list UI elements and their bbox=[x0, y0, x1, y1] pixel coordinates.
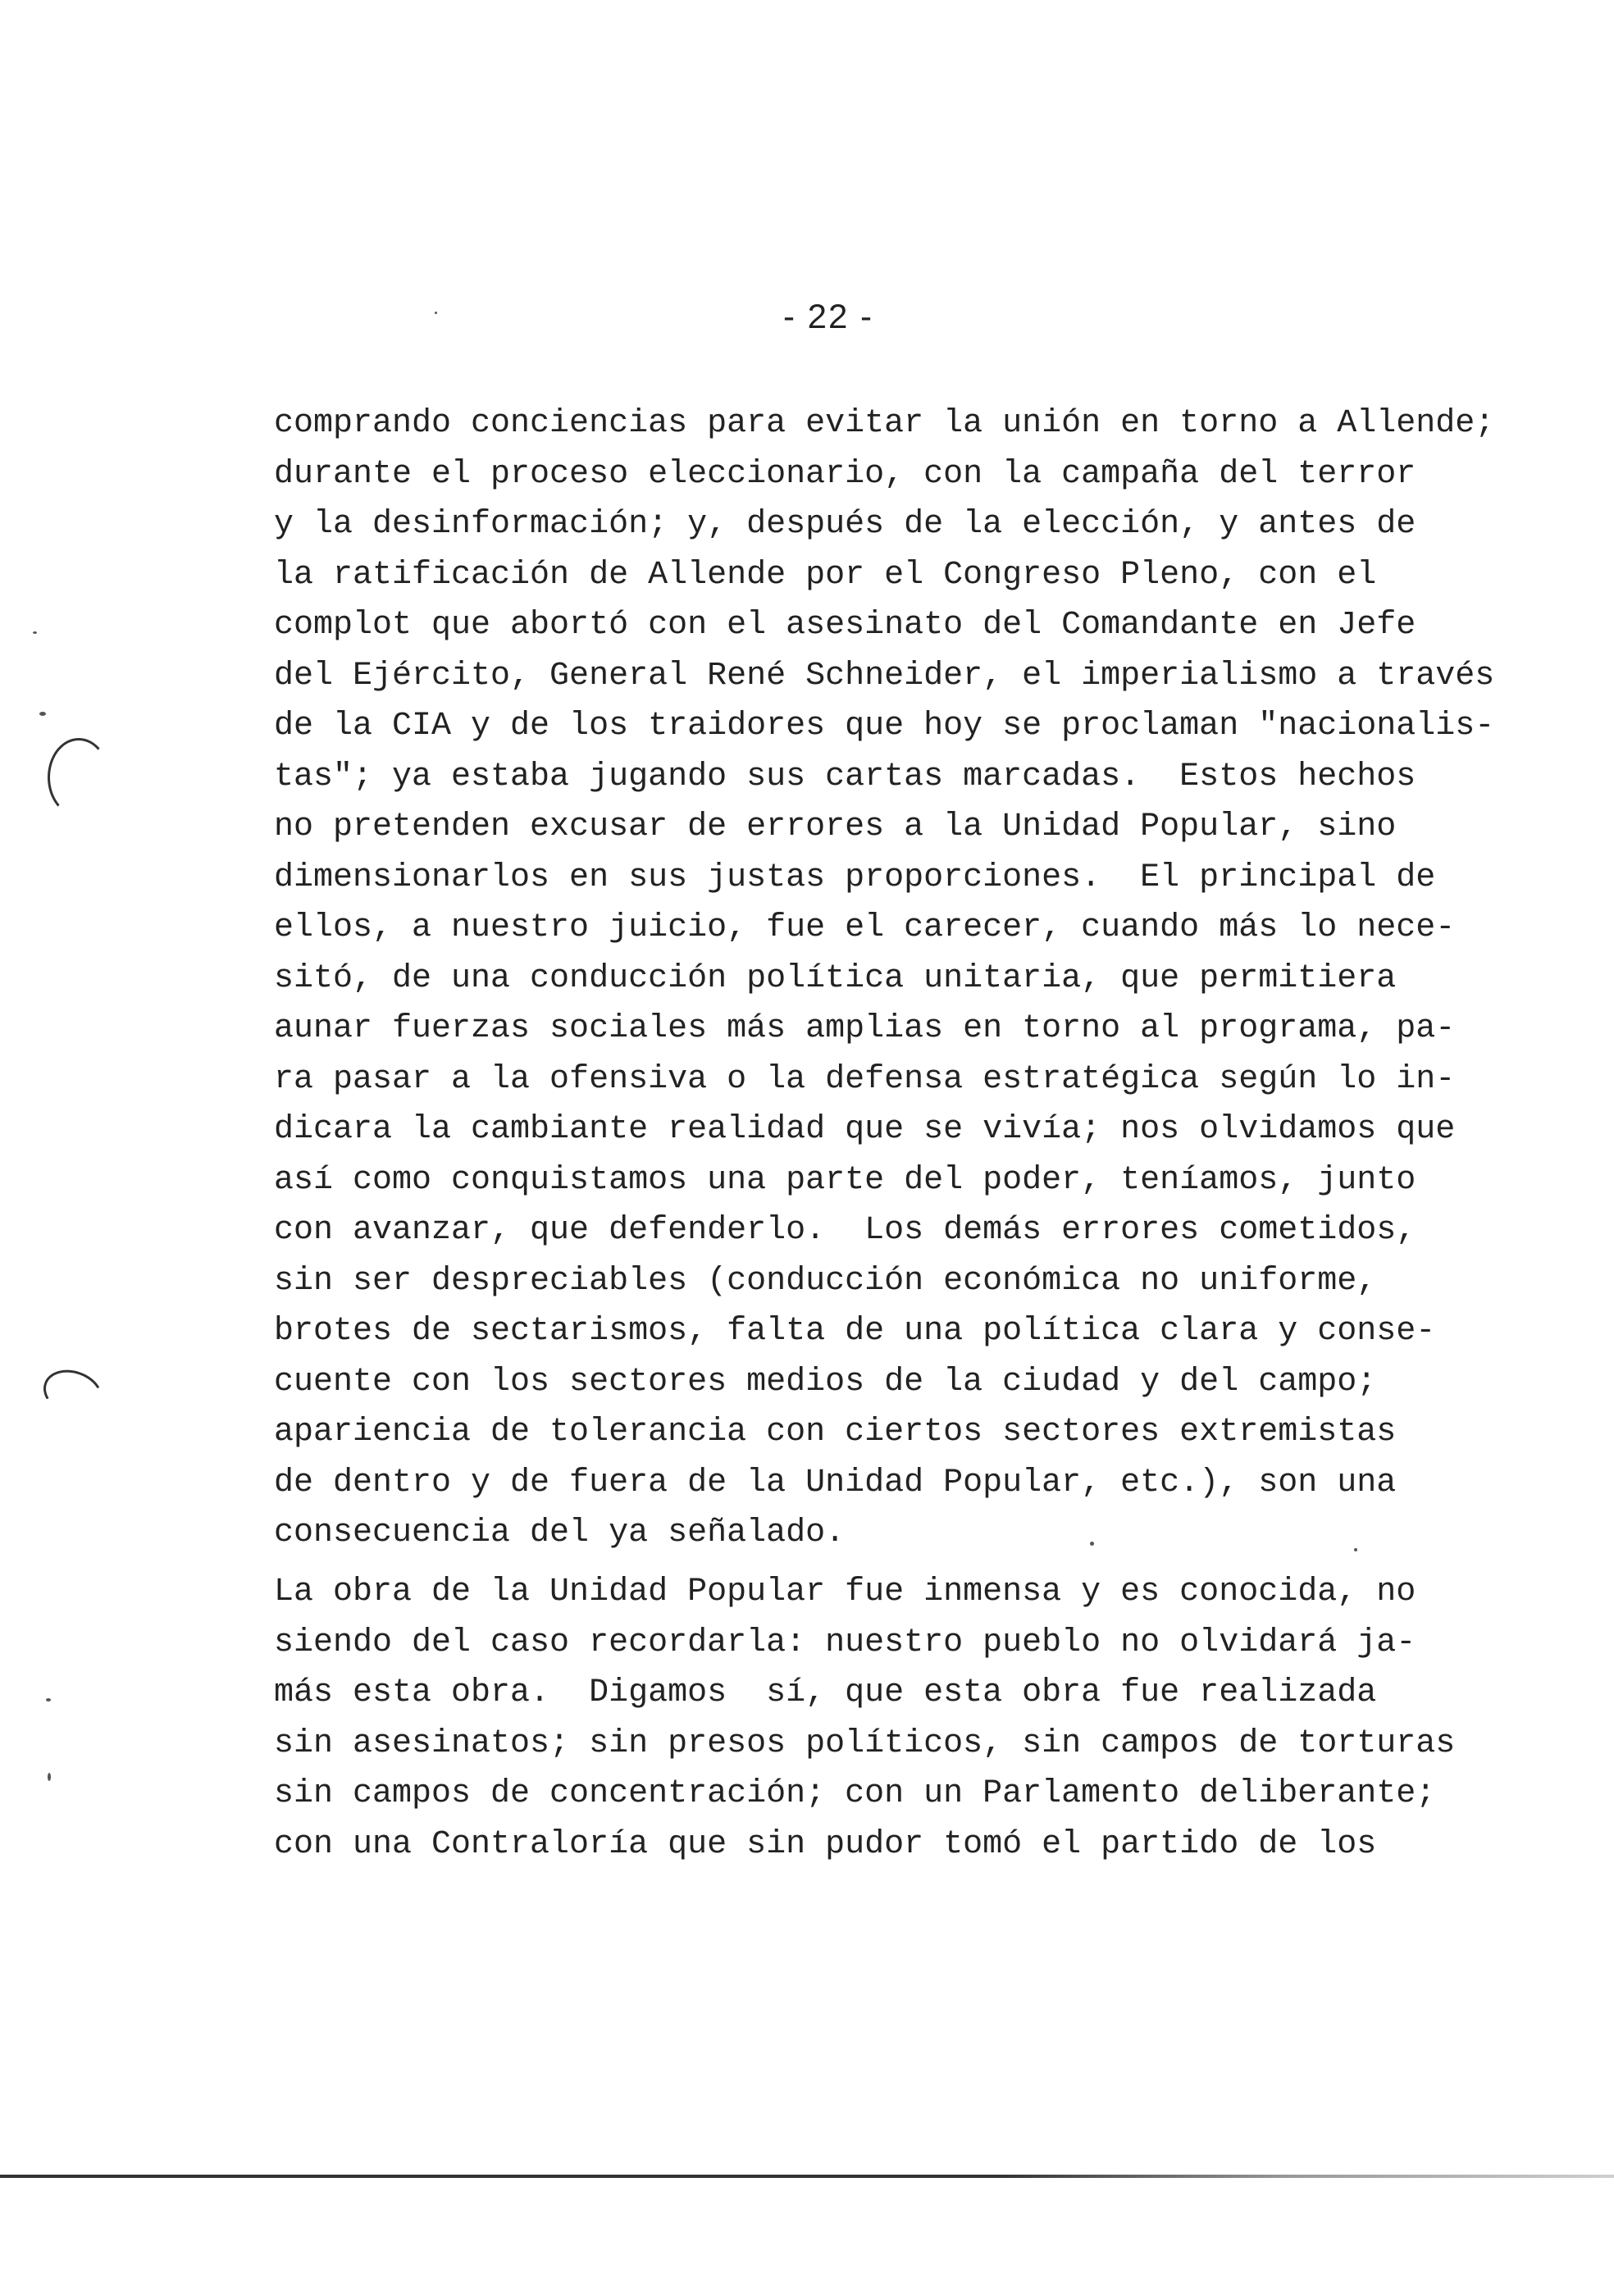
text-line: siendo del caso recordarla: nuestro pueblo no olvidará ja- bbox=[274, 1624, 1416, 1661]
paragraph-1 bbox=[274, 399, 1494, 1559]
paragraph-2 bbox=[274, 1567, 1455, 1870]
text-line: dicara la cambiante realidad que se vivía; nos olvidamos que bbox=[274, 1111, 1456, 1148]
scan-mark bbox=[1090, 1542, 1094, 1546]
text-line: ra pasar a la ofensiva o la defensa estratégica según lo in- bbox=[274, 1060, 1456, 1098]
scan-mark bbox=[48, 738, 110, 817]
text-line: con una Contraloría que sin pudor tomó el partido de los bbox=[274, 1825, 1377, 1863]
text-line: sin ser despreciables (conducción económica no uniforme, bbox=[274, 1262, 1377, 1300]
text-line: del Ejército, General René Schneider, el imperialismo a través bbox=[274, 657, 1495, 695]
text-line: consecuencia del ya señalado. bbox=[274, 1515, 846, 1551]
text-line: con avanzar, que defenderlo. Los demás errores cometidos, bbox=[274, 1212, 1416, 1249]
text-line: complot que abortó con el asesinato del Comandante en Jefe bbox=[274, 607, 1416, 644]
scan-mark bbox=[39, 712, 46, 716]
text-line: durante el proceso eleccionario, con la campaña del terror bbox=[274, 455, 1416, 493]
scan-mark bbox=[1354, 1548, 1357, 1551]
text-line: sitó, de una conducción política unitaria, que permitiera bbox=[274, 959, 1397, 997]
text-line: cuente con los sectores medios de la ciudad y del campo; bbox=[274, 1363, 1377, 1401]
text-line: comprando conciencias para evitar la unión en torno a Allende; bbox=[274, 405, 1495, 442]
text-line: sin asesinatos; sin presos políticos, sin campos de torturas bbox=[274, 1724, 1456, 1762]
text-line: de dentro y de fuera de la Unidad Popular, etc.), son una bbox=[274, 1464, 1397, 1501]
scan-mark bbox=[37, 1362, 109, 1424]
scan-mark bbox=[48, 1773, 51, 1781]
text-line: tas"; ya estaba jugando sus cartas marcadas. Estos hechos bbox=[274, 758, 1416, 795]
text-line: no pretenden excusar de errores a la Unidad Popular, sino bbox=[274, 809, 1397, 845]
text-line: así como conquistamos una parte del poder, teníamos, junto bbox=[274, 1161, 1416, 1199]
page-number: - 22 - bbox=[783, 297, 874, 335]
text-line: dimensionarlos en sus justas proporciones. El principal de bbox=[274, 859, 1436, 896]
text-line: la ratificación de Allende por el Congreso Pleno, con el bbox=[274, 556, 1377, 594]
text-line: aunar fuerzas sociales más amplias en torno al programa, pa- bbox=[274, 1010, 1456, 1047]
text-line: ellos, a nuestro juicio, fue el carecer, cuando más lo nece- bbox=[274, 909, 1456, 946]
text-line: y la desinformación; y, después de la elección, y antes de bbox=[274, 506, 1416, 543]
scan-mark bbox=[435, 312, 437, 314]
scan-mark bbox=[46, 1698, 51, 1702]
text-line: más esta obra. Digamos sí, que esta obra fue realizada bbox=[274, 1674, 1377, 1711]
text-line: brotes de sectarismos, falta de una política clara y conse- bbox=[274, 1313, 1436, 1350]
text-line: de la CIA y de los traidores que hoy se proclaman "nacionalis- bbox=[274, 708, 1495, 745]
text-line: apariencia de tolerancia con ciertos sectores extremistas bbox=[274, 1414, 1397, 1451]
scan-mark bbox=[33, 631, 37, 634]
text-line: La obra de la Unidad Popular fue inmensa y es conocida, no bbox=[274, 1574, 1416, 1610]
text-line: sin campos de concentración; con un Parlamento deliberante; bbox=[274, 1775, 1436, 1812]
bottom-rule bbox=[0, 2175, 1614, 2178]
